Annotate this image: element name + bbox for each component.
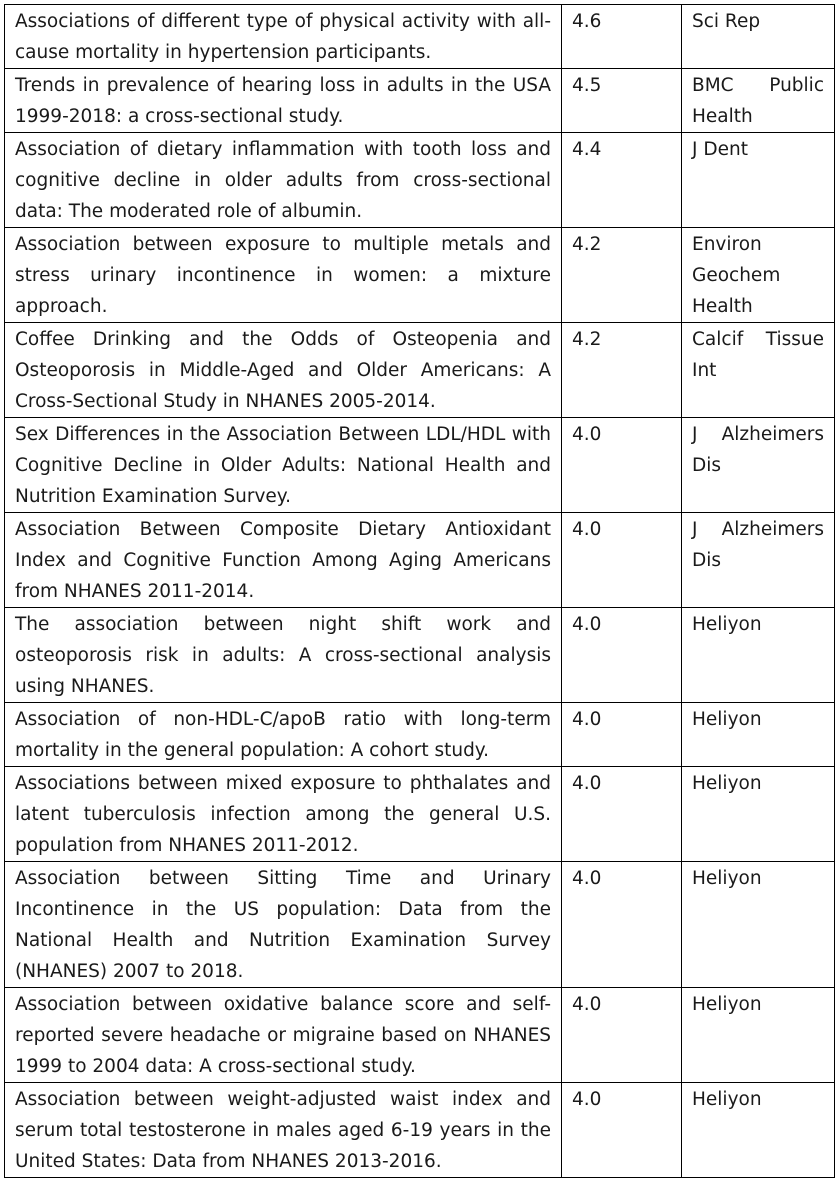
- table-row: [5, 69, 835, 133]
- journal-cell: J Alzheimers Dis: [682, 418, 835, 513]
- table-row: [5, 1083, 835, 1178]
- journal-cell: Heliyon: [682, 862, 835, 988]
- publications-table-body: [5, 5, 835, 1178]
- article-title-cell: Association of non-HDL-C/apoB ratio with long-term mortality in the general population: A cohort study.: [5, 703, 562, 767]
- table-row: [5, 703, 835, 767]
- impact-factor-cell: 4.0: [562, 767, 682, 862]
- journal-cell: Environ Geochem Health: [682, 228, 835, 323]
- impact-factor-cell: 4.4: [562, 133, 682, 228]
- article-title-cell: Association Between Composite Dietary Antioxidant Index and Cognitive Function Among Aging Americans from NHANES 2011-2014.: [5, 513, 562, 608]
- journal-cell: Heliyon: [682, 703, 835, 767]
- article-title-cell: Associations between mixed exposure to phthalates and latent tuberculosis infection among the general U.S. population from NHANES 2011-2012.: [5, 767, 562, 862]
- article-title-cell: Association of dietary inflammation with tooth loss and cognitive decline in older adults from cross-sectional data: The moderated role of albumin.: [5, 133, 562, 228]
- article-title-cell: Association between exposure to multiple metals and stress urinary incontinence in women: a mixture approach.: [5, 228, 562, 323]
- publications-table: [4, 4, 835, 1178]
- impact-factor-cell: 4.0: [562, 988, 682, 1083]
- journal-cell: J Dent: [682, 133, 835, 228]
- article-title-cell: Trends in prevalence of hearing loss in adults in the USA 1999-2018: a cross-sectional study.: [5, 69, 562, 133]
- journal-cell: J Alzheimers Dis: [682, 513, 835, 608]
- journal-cell: Calcif Tissue Int: [682, 323, 835, 418]
- impact-factor-cell: 4.5: [562, 69, 682, 133]
- article-title-cell: Association between Sitting Time and Urinary Incontinence in the US population: Data from the National Health and Nutrition Examination Survey (NHANES) 2007 to 2018.: [5, 862, 562, 988]
- article-title-cell: Associations of different type of physical activity with all-cause mortality in hypertension participants.: [5, 5, 562, 69]
- article-title-cell: Association between oxidative balance score and self-reported severe headache or migraine based on NHANES 1999 to 2004 data: A cross-sectional study.: [5, 988, 562, 1083]
- impact-factor-cell: 4.0: [562, 703, 682, 767]
- table-row: [5, 767, 835, 862]
- journal-cell: BMC Public Health: [682, 69, 835, 133]
- journal-cell: Heliyon: [682, 1083, 835, 1178]
- journal-cell: Sci Rep: [682, 5, 835, 69]
- table-row: [5, 323, 835, 418]
- table-row: [5, 608, 835, 703]
- journal-cell: Heliyon: [682, 988, 835, 1083]
- impact-factor-cell: 4.0: [562, 513, 682, 608]
- impact-factor-cell: 4.2: [562, 228, 682, 323]
- article-title-cell: The association between night shift work and osteoporosis risk in adults: A cross-sectional analysis using NHANES.: [5, 608, 562, 703]
- journal-cell: Heliyon: [682, 767, 835, 862]
- table-row: [5, 5, 835, 69]
- impact-factor-cell: 4.0: [562, 608, 682, 703]
- table-row: [5, 133, 835, 228]
- article-title-cell: Association between weight-adjusted waist index and serum total testosterone in males aged 6-19 years in the United States: Data from NHANES 2013-2016.: [5, 1083, 562, 1178]
- impact-factor-cell: 4.0: [562, 418, 682, 513]
- impact-factor-cell: 4.0: [562, 862, 682, 988]
- table-row: [5, 862, 835, 988]
- journal-cell: Heliyon: [682, 608, 835, 703]
- impact-factor-cell: 4.2: [562, 323, 682, 418]
- table-row: [5, 228, 835, 323]
- table-row: [5, 418, 835, 513]
- table-row: [5, 513, 835, 608]
- impact-factor-cell: 4.6: [562, 5, 682, 69]
- article-title-cell: Coffee Drinking and the Odds of Osteopenia and Osteoporosis in Middle-Aged and Older Americans: A Cross-Sectional Study in NHANES 2005-2014.: [5, 323, 562, 418]
- article-title-cell: Sex Differences in the Association Between LDL/HDL with Cognitive Decline in Older Adults: National Health and Nutrition Examination Survey.: [5, 418, 562, 513]
- impact-factor-cell: 4.0: [562, 1083, 682, 1178]
- table-row: [5, 988, 835, 1083]
